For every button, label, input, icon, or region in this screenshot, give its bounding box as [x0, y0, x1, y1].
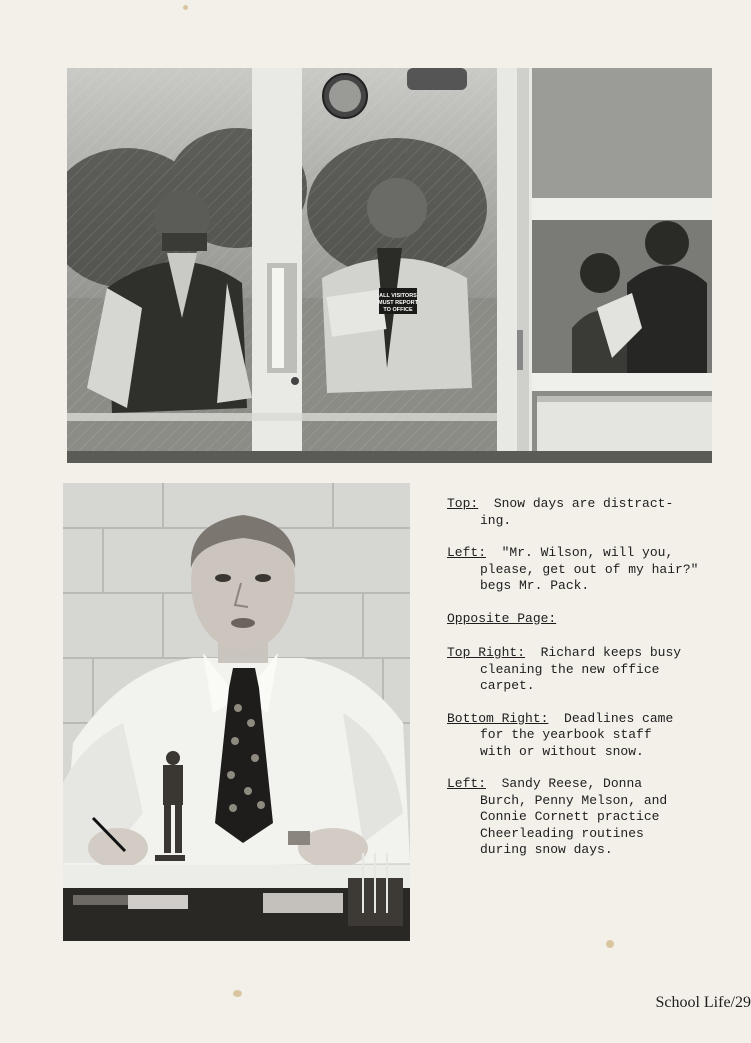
caption-text: carpet.: [480, 678, 535, 693]
caption-left-1: [447, 545, 747, 595]
glass-doors-illustration: [67, 68, 712, 463]
paper-speck: [606, 940, 614, 948]
opposite-page-heading: Opposite Page:: [447, 610, 557, 626]
photo-glass-doors: [67, 68, 712, 463]
page-folio: School Life/29: [655, 994, 751, 1011]
caption-text: "Mr. Wilson, will you,: [501, 545, 674, 560]
caption-text: cleaning the new office: [480, 661, 660, 677]
caption-bottom-right: [447, 711, 747, 761]
caption-text: begs Mr. Pack.: [480, 578, 590, 593]
caption-left-2: [447, 776, 747, 859]
caption-label-top: Top:: [447, 496, 479, 511]
caption-text: with or without snow.: [480, 743, 644, 759]
caption-text: Snow days are distract-: [493, 496, 674, 511]
caption-label-top-right: Top Right:: [447, 645, 526, 660]
sign-line-3: TO OFFICE: [383, 307, 413, 313]
caption-text: ing.: [480, 512, 512, 528]
caption-text: Sandy Reese, Donna: [501, 776, 643, 791]
caption-top-right: [447, 645, 747, 695]
caption-label-left: Left:: [447, 545, 487, 560]
captions-block: [447, 496, 747, 875]
caption-text: Deadlines came: [564, 710, 674, 726]
sign-line-1: ALL VISITORS: [379, 293, 417, 299]
caption-text: during snow days.: [480, 842, 613, 857]
caption-label-bottom-right: Bottom Right:: [447, 710, 549, 726]
caption-text: Cheerleading routines: [480, 825, 644, 841]
caption-top: [447, 496, 747, 529]
paper-speck: [183, 5, 188, 10]
man-at-desk-illustration: [63, 483, 410, 941]
caption-text: Richard keeps busy: [540, 645, 682, 660]
photo-man-at-desk: [63, 483, 410, 941]
caption-label-left: Left:: [447, 776, 487, 791]
caption-text: Burch, Penny Melson, and: [480, 792, 668, 808]
caption-text: please, get out of my hair?": [480, 561, 699, 577]
caption-text: Connie Cornett practice: [480, 809, 660, 824]
caption-text: for the yearbook staff: [480, 727, 652, 742]
paper-speck: [233, 990, 242, 997]
sign-line-2: MUST REPORT: [377, 300, 419, 306]
